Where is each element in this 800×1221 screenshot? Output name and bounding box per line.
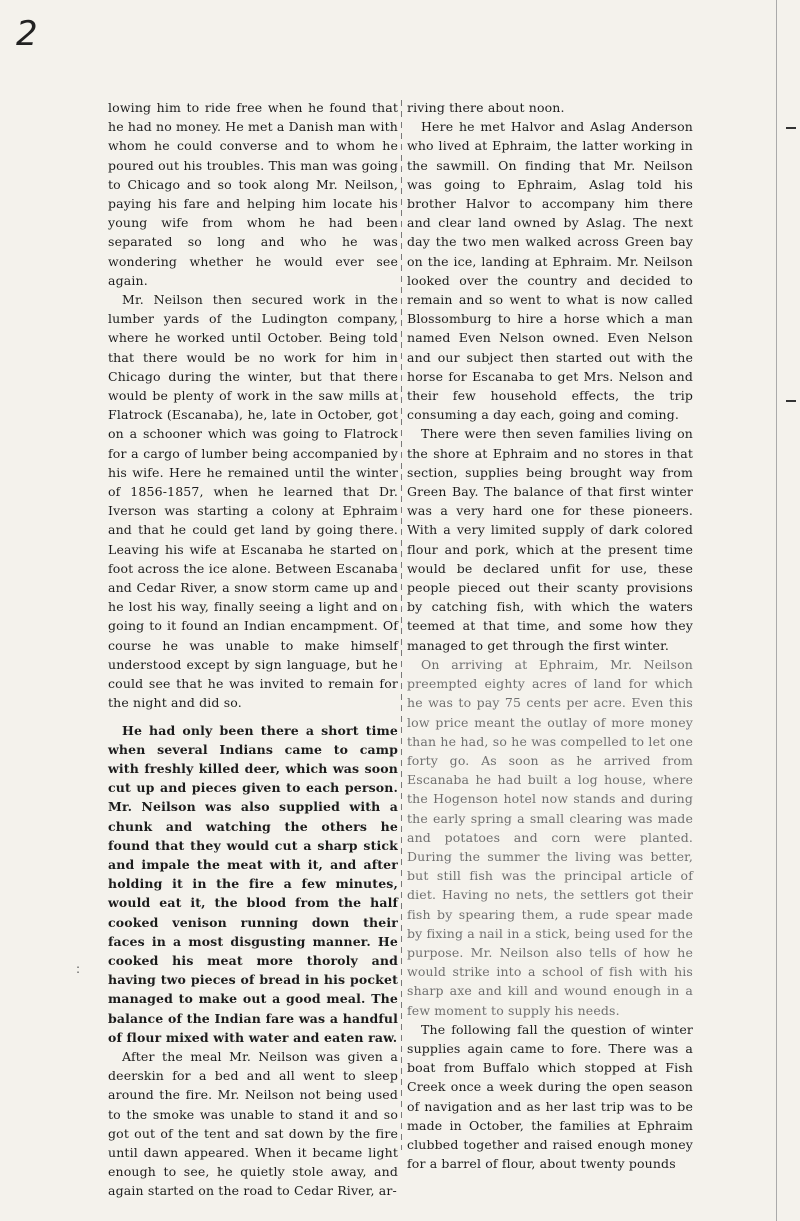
paragraph: On arriving at Ephraim, Mr. Neilson preempted eighty acres of land for which he was to pay 75 cents per acre. Even this low price meant the outlay of more money than he had, so he was compelled to let one forty go. As soon as he arrived from Escanaba he had built a log house, where the Hogenson hotel now stands and during the early spring a small clearing was made and potatoes and corn were planted. During the summer the living was better, but still fish was the principal article of diet. Having no nets, the settlers got their fish by spearing them, a rude spear made by fixing a nail in a stick, being used for the purpose. Mr. Neilson also tells of how he would strike into a school of fish with his sharp axe and kill and wound enough in a few moment to supply his needs.	[407, 656, 693, 1018]
paragraph: There were then seven families living on the shore at Ephraim and no stores in that section, supplies being brought way from Green Bay. The balance of that first winter was a very hard one for these pioneers. With a very limited supply of dark colored flour and pork, which at the present time would be declared unfit for use, these people pieced out their scanty provisions by catching fish, with which the waters teemed at that time, and some how they managed to get through the first winter.	[407, 426, 693, 653]
paragraph: lowing him to ride free when he found that he had no money. He met a Danish man with whom he could converse and to whom he poured out his troubles. This man was going to Chicago and so took along Mr. Neilson, paying his fare and helping him locate his young wife from whom he had been separated so long and who he was wondering whether he would ever see again.	[108, 100, 398, 288]
paragraph: Here he met Halvor and Aslag Anderson who lived at Ephraim, the latter working in the sawmill. On finding that Mr. Neilson was going to Ephraim, Aslag told his brother Halvor to accompany him there and clear land owned by Aslag. The next day the two men walked across Green bay on the ice, landing at Ephraim. Mr. Neilson looked over the country and decided to remain and so went to what is now called Blossomburg to hire a horse which a man named Even Nelson owned. Even Nelson and our subject then started out with the horse for Escanaba to get Mrs. Nelson and their few household effects, the trip consuming a day each, going and coming.	[407, 119, 693, 423]
article-column-right	[407, 98, 693, 1173]
stray-mark: :	[76, 962, 81, 976]
paragraph: He had only been there a short time when several Indians came to camp with freshly killed deer, which was soon cut up and pieces given to each person. Mr. Neilson was also supplied with a chunk and watching the others he found that they would cut a sharp stick and impale the meat with it, and after holding it in the fire a few minutes, would eat it, the blood from the half cooked venison running down their faces in a most disgusting manner. He cooked his meat more thoroly and having two pieces of bread in his pocket managed to make out a good meal. The balance of the Indian fare was a handful of flour mixed with water and eaten raw.	[108, 722, 398, 1045]
column-divider	[401, 100, 402, 1150]
page-edge-line	[776, 0, 777, 1221]
margin-mark	[786, 127, 796, 129]
paragraph: The following fall the question of winter supplies again came to fore. There was a boat from Buffalo which stopped at Fish Creek once a week during the open season of navigation and as her last trip was to be made in October, the families at Ephraim clubbed together and raised enough money for a barrel of flour, about twenty pounds	[407, 1021, 693, 1172]
paragraph: After the meal Mr. Neilson was given a deerskin for a bed and all went to sleep around the fire. Mr. Neilson not being used to the smoke was unable to stand it and so got out of the tent and sat down by the fire until dawn appeared. When it became light enough to see, he quietly stole away, and again started on the road to Cedar River, ar-	[108, 1048, 398, 1199]
article-column-left	[108, 98, 398, 1201]
paragraph: Mr. Neilson then secured work in the lumber yards of the Ludington company, where he worked until October. Being told that there would be no work for him in Chicago during the winter, but that there would be plenty of work in the saw mills at Flatrock (Escanaba), he, late in October, got on a schooner which was going to Flatrock for a cargo of lumber being accompanied by his wife. Here he remained until the winter of 1856-1857, when he learned that Dr. Iverson was starting a colony at Ephraim and that he could get land by going there. Leaving his wife at Escanaba he started on foot across the ice alone. Between Escanaba and Cedar River, a snow storm came up and he lost his way, finally seeing a light and on going to it found an Indian encampment. Of course he was unable to make himself understood except by sign language, but he could see that he was invited to remain for the night and did so.	[108, 292, 398, 711]
paragraph: riving there about noon.	[407, 100, 565, 115]
page-number: 2	[16, 14, 38, 54]
margin-mark	[786, 400, 796, 402]
